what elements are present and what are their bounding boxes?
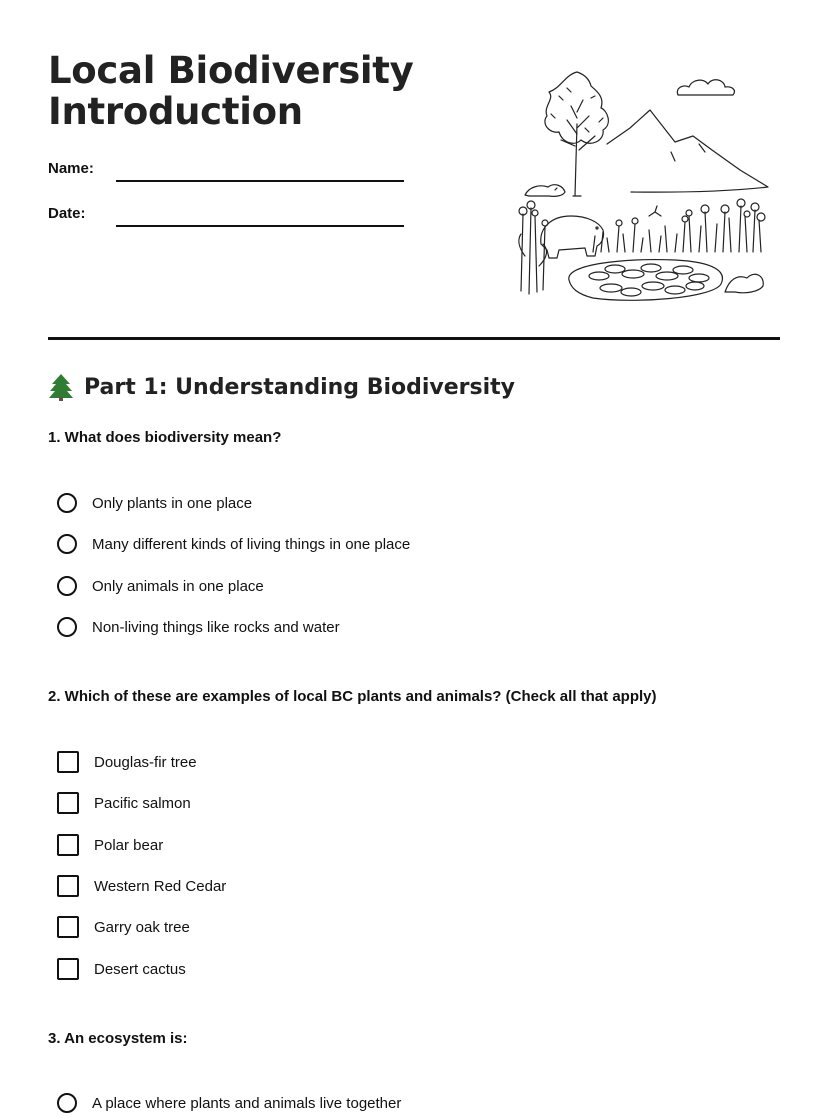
option-label: Non-living things like rocks and water [92, 618, 340, 636]
option-label: Many different kinds of living things in one place [92, 535, 411, 553]
radio-option[interactable] [57, 490, 252, 516]
question-1-text: 1. What does biodiversity mean? [48, 429, 282, 446]
radio-button[interactable] [57, 1093, 77, 1113]
date-field[interactable] [116, 225, 404, 227]
checkbox[interactable] [57, 751, 79, 773]
checkbox[interactable] [57, 834, 79, 856]
beaver-icon [541, 216, 604, 258]
checkbox[interactable] [57, 792, 79, 814]
worksheet-title [48, 50, 488, 132]
wildflowers-icon [519, 199, 765, 294]
bird-icon [649, 206, 661, 216]
radio-button[interactable] [57, 534, 77, 554]
checkbox[interactable] [57, 916, 79, 938]
checkbox-option[interactable] [57, 956, 186, 982]
small-animal-icon [525, 185, 565, 197]
title-line-1: Local Biodiversity [48, 49, 414, 92]
checkbox-option[interactable] [57, 914, 190, 940]
radio-button[interactable] [57, 617, 77, 637]
evergreen-tree-icon [48, 373, 74, 401]
question-2-text: 2. Which of these are examples of local BC plants and animals? (Check all that apply) [48, 688, 657, 705]
option-label: Garry oak tree [94, 918, 190, 936]
radio-option[interactable] [57, 573, 264, 599]
name-field[interactable] [116, 180, 404, 182]
option-label: Only plants in one place [92, 494, 253, 512]
option-label: Only animals in one place [92, 577, 264, 595]
checkbox-option[interactable] [57, 873, 226, 899]
radio-button[interactable] [57, 493, 77, 513]
name-label: Name: [48, 160, 94, 177]
section-divider [48, 337, 780, 340]
option-label: Polar bear [94, 836, 164, 854]
title-line-2: Introduction [48, 90, 303, 133]
radio-option[interactable] [57, 1090, 401, 1116]
checkbox[interactable] [57, 958, 79, 980]
checkbox[interactable] [57, 875, 79, 897]
radio-option[interactable] [57, 614, 340, 640]
mountain-icon [607, 110, 768, 192]
radio-button[interactable] [57, 576, 77, 596]
option-label: Pacific salmon [94, 794, 191, 812]
pond-icon [569, 260, 723, 301]
option-label: Douglas-fir tree [94, 753, 197, 771]
option-label: A place where plants and animals live together [92, 1094, 402, 1112]
nature-scene-illustration [515, 66, 780, 306]
question-3-text: 3. An ecosystem is: [48, 1030, 188, 1047]
checkbox-option[interactable] [57, 832, 163, 858]
date-label: Date: [48, 205, 86, 222]
part-1-heading [48, 373, 515, 401]
checkbox-option[interactable] [57, 790, 191, 816]
tree-icon [545, 72, 608, 196]
option-label: Desert cactus [94, 960, 186, 978]
cloud-icon [677, 80, 734, 95]
radio-option[interactable] [57, 531, 410, 557]
option-label: Western Red Cedar [94, 877, 227, 895]
part-1-title: Part 1: Understanding Biodiversity [84, 374, 516, 400]
checkbox-option[interactable] [57, 749, 197, 775]
